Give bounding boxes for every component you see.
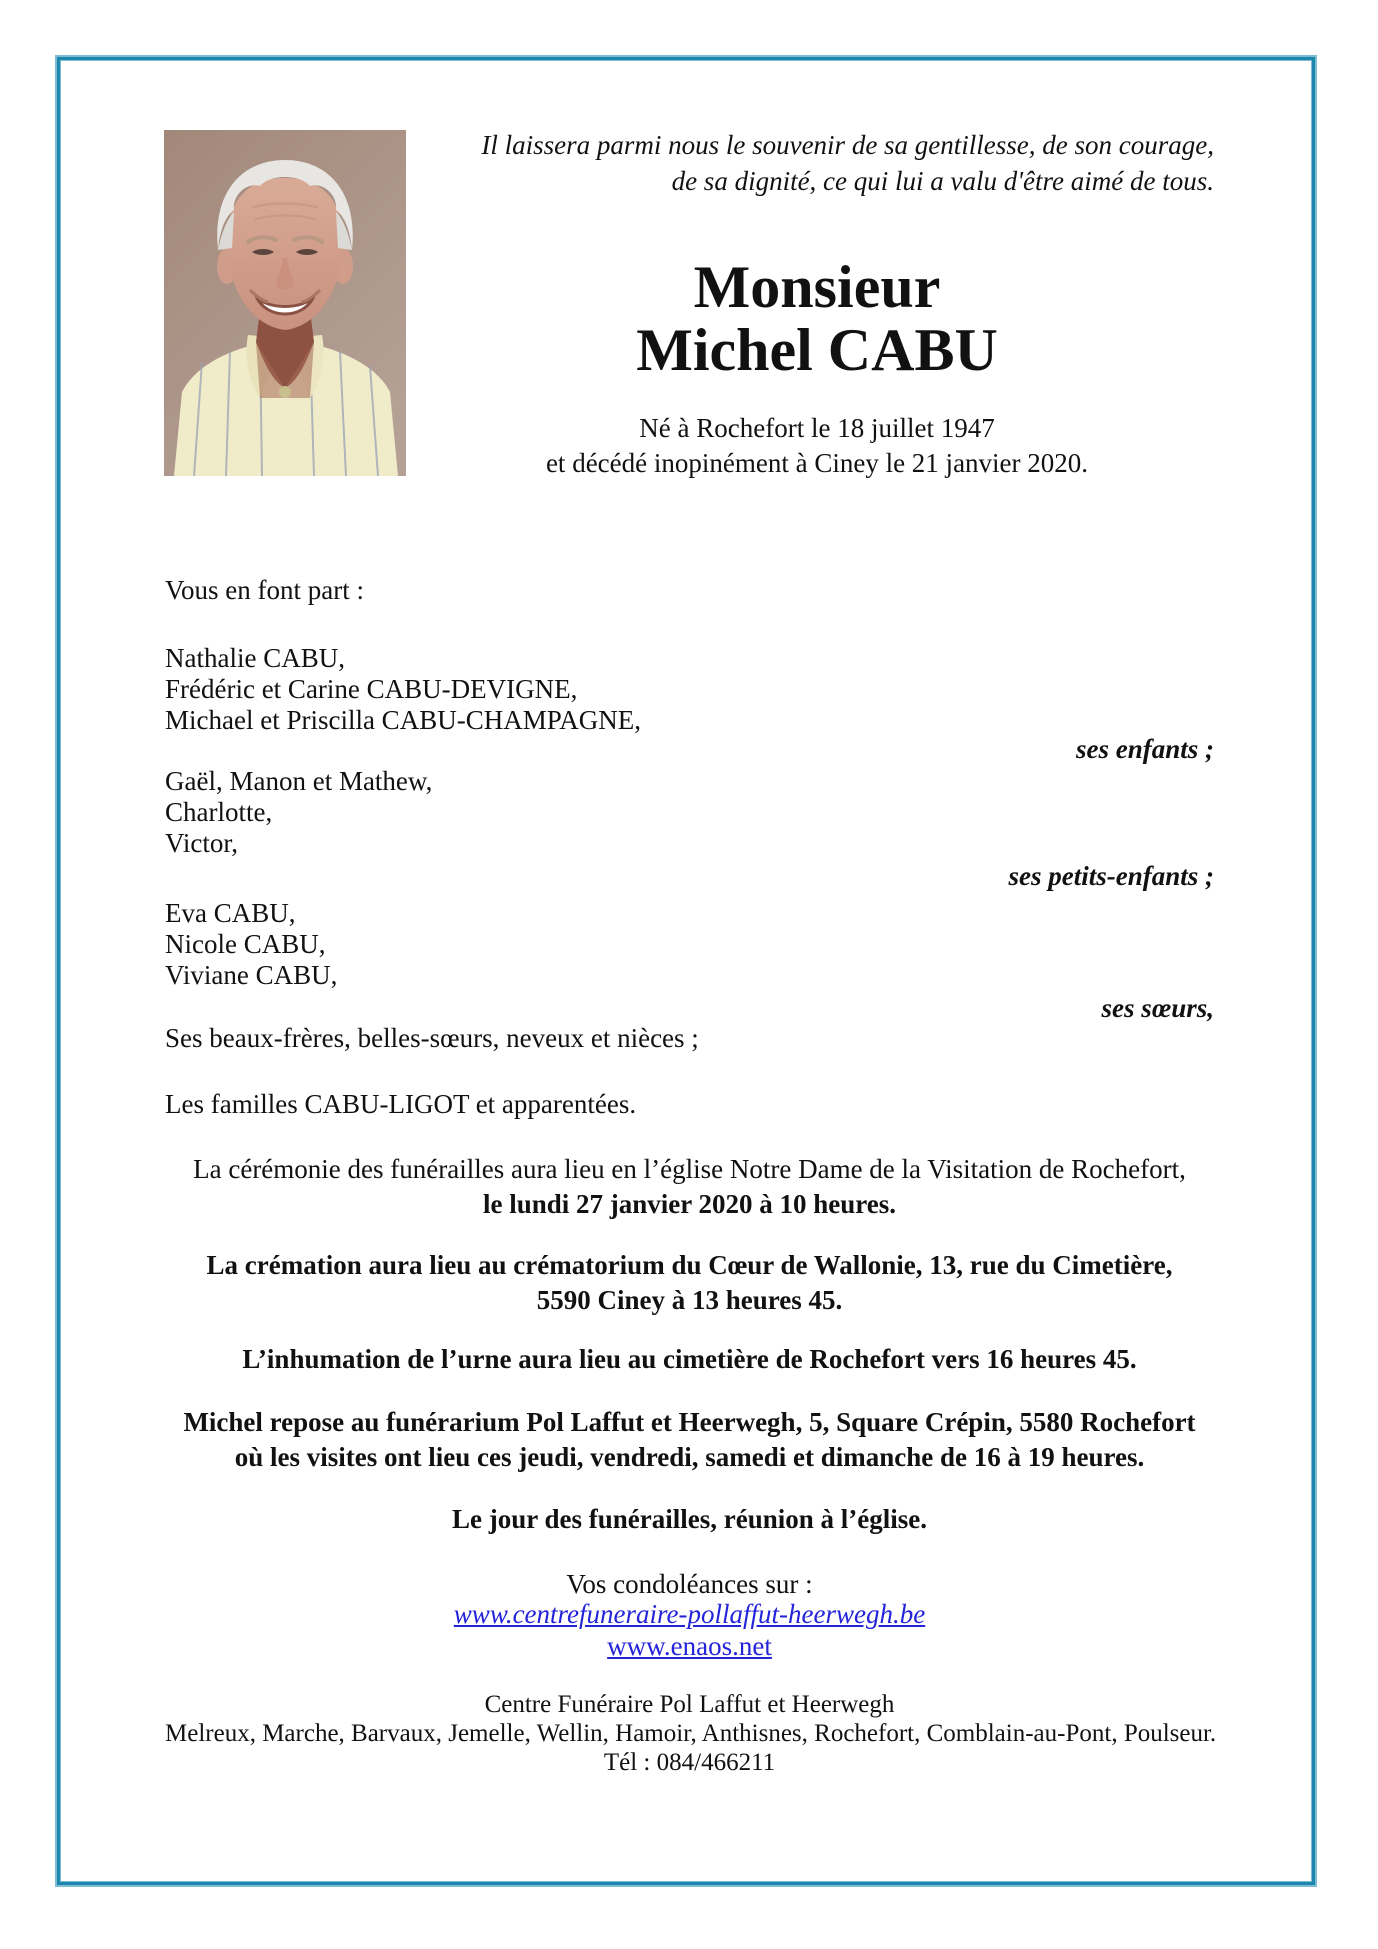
- birth-death-dates: [420, 411, 1214, 481]
- birth-line: Né à Rochefort le 18 juillet 1947: [639, 413, 995, 443]
- ceremony-place-line: La cérémonie des funérailles aura lieu en l’église Notre Dame de la Visitation de Rochefort,: [193, 1154, 1186, 1184]
- ceremony-paragraph: [165, 1152, 1214, 1222]
- sister-line: Nicole CABU,: [165, 929, 326, 959]
- condolences-intro: Vos condoléances sur :: [566, 1569, 813, 1599]
- relation-label-sisters: ses sœurs,: [1101, 993, 1214, 1023]
- visits-line: où les visites ont lieu ces jeudi, vendredi, samedi et dimanche de 16 à 19 heures.: [234, 1442, 1145, 1472]
- grandchild-line: Charlotte,: [165, 797, 273, 827]
- enaos-website-link[interactable]: www.enaos.net: [607, 1631, 772, 1661]
- ceremony-datetime-line: le lundi 27 janvier 2020 à 10 heures.: [482, 1189, 897, 1219]
- sister-line: Viviane CABU,: [165, 960, 338, 990]
- families-line: Les familles CABU-LIGOT et apparentées.: [165, 1089, 637, 1119]
- condolences-link2-row: [165, 1630, 1214, 1662]
- funeral-home-phone: Tél : 084/466211: [603, 1749, 776, 1776]
- child-line: Michael et Priscilla CABU-CHAMPAGNE,: [165, 705, 641, 735]
- portrait-photo: [164, 130, 406, 476]
- relation-label-children: ses enfants ;: [1075, 734, 1214, 764]
- portrait-photo-image: [164, 130, 406, 476]
- memorial-quote-line1: Il laissera parmi nous le souvenir de sa gentillesse, de son courage,: [481, 130, 1214, 160]
- announcement-intro: Vous en font part :: [165, 575, 364, 605]
- grandchildren-list: [165, 766, 1214, 859]
- sisters-list: [165, 898, 1214, 991]
- children-list: [165, 643, 1214, 736]
- cremation-place-line: La crémation aura lieu au crématorium du Cœur de Wallonie, 13, rue du Cimetière,: [206, 1250, 1173, 1280]
- cremation-paragraph: [165, 1248, 1214, 1318]
- death-line: et décédé inopinément à Ciney le 21 janvier 2020.: [545, 448, 1089, 478]
- funeral-home-name: Centre Funéraire Pol Laffut et Heerwegh: [484, 1691, 895, 1718]
- cremation-time-line: 5590 Ciney à 13 heures 45.: [536, 1285, 843, 1315]
- grandchild-line: Victor,: [165, 828, 239, 858]
- memorial-quote: [420, 127, 1214, 199]
- funeral-home-towns: Melreux, Marche, Barvaux, Jemelle, Wellin, Hamoir, Anthisnes, Rochefort, Comblain-au-Pont, Poulseur.: [165, 1720, 1217, 1747]
- reunion-line: Le jour des funérailles, réunion à l’église.: [452, 1504, 927, 1534]
- inhumation-line: L’inhumation de l’urne aura lieu au cimetière de Rochefort vers 16 heures 45.: [242, 1344, 1137, 1374]
- funeral-home-footer: [165, 1690, 1217, 1777]
- sister-line: Eva CABU,: [165, 898, 296, 928]
- funeral-home-website-link[interactable]: www.centrefuneraire-pollaffut-heerwegh.be: [453, 1599, 926, 1629]
- deceased-name: Michel CABU: [636, 317, 998, 383]
- child-line: Nathalie CABU,: [165, 643, 345, 673]
- memorial-quote-line2: de sa dignité, ce qui lui a valu d'être aimé de tous.: [671, 166, 1214, 196]
- deceased-title: [420, 256, 1214, 382]
- repose-paragraph: [165, 1405, 1214, 1475]
- deceased-honorific: Monsieur: [693, 254, 941, 320]
- condolences-links: [165, 1598, 1214, 1662]
- repose-place-line: Michel repose au funérarium Pol Laffut et Heerwegh, 5, Square Crépin, 5580 Rochefort: [183, 1407, 1196, 1437]
- grandchild-line: Gaël, Manon et Mathew,: [165, 766, 433, 796]
- inlaws-line: Ses beaux-frères, belles-sœurs, neveux et nièces ;: [165, 1023, 699, 1053]
- relation-label-grandchildren: ses petits-enfants ;: [1008, 861, 1214, 891]
- condolences-link1-row: [165, 1598, 1214, 1630]
- child-line: Frédéric et Carine CABU-DEVIGNE,: [165, 674, 578, 704]
